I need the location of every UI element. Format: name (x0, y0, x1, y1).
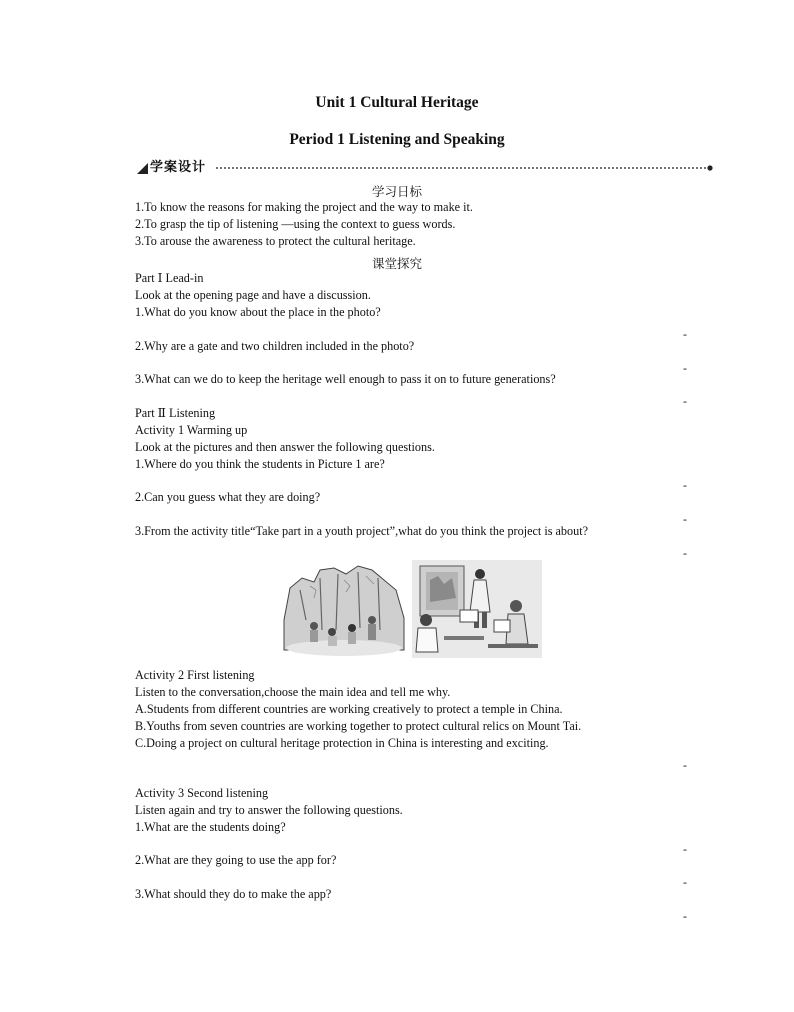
activity3-title: Activity 3 Second listening (135, 786, 269, 800)
objectives-heading: 学习日标 (371, 184, 422, 199)
part1-question: 3.What can we do to keep the heritage well enough to pass it on to future generations? (135, 372, 556, 386)
activity2-title: Activity 2 First listening (135, 668, 255, 682)
activity1-question: 3.From the activity title“Take part in a youth project”,what do you think the project is about? (135, 524, 589, 538)
activity3-instruction: Listen again and try to answer the following questions. (135, 803, 403, 817)
answer-mark: - (683, 758, 687, 772)
answer-mark: - (683, 478, 687, 492)
answer-mark: - (683, 842, 687, 856)
banner-dotted-rule (216, 160, 716, 176)
activity2-instruction: Listen to the conversation,choose the main idea and tell me why. (135, 685, 451, 699)
picture-1-stone-relics (280, 560, 408, 658)
banner-label: 学案设计 (150, 160, 207, 175)
objective-item: 3.To arouse the awareness to protect the cultural heritage. (135, 234, 416, 248)
answer-mark: - (683, 327, 687, 341)
section-banner (136, 160, 716, 176)
activity-illustration (280, 560, 542, 658)
activity2-option: A.Students from different countries are working creatively to protect a temple in China. (135, 702, 563, 716)
objective-item: 2.To grasp the tip of listening —using the context to guess words. (135, 217, 456, 231)
activity1-instruction: Look at the pictures and then answer the following questions. (135, 440, 435, 454)
activity3-question: 3.What should they do to make the app? (135, 887, 332, 901)
activity2-option: C.Doing a project on cultural heritage protection in China is interesting and exciting. (135, 736, 549, 750)
part2-title: Part Ⅱ Listening (135, 406, 216, 420)
answer-mark: - (683, 361, 687, 375)
picture-2-classroom (412, 560, 542, 658)
answer-mark: - (683, 909, 687, 923)
activity2-option: B.Youths from seven countries are working together to protect cultural relics on Mount Tai. (135, 719, 582, 733)
answer-mark: - (683, 512, 687, 526)
activity3-question: 2.What are they going to use the app for? (135, 853, 337, 867)
banner-triangle-icon (136, 160, 150, 176)
unit-title: Unit 1 Cultural Heritage (315, 94, 479, 111)
objective-item: 1.To know the reasons for making the project and the way to make it. (135, 200, 473, 214)
activity3-question: 1.What are the students doing? (135, 820, 286, 834)
part1-question: 2.Why are a gate and two children included in the photo? (135, 339, 415, 353)
activity1-question: 1.Where do you think the students in Picture 1 are? (135, 457, 385, 471)
activity1-question: 2.Can you guess what they are doing? (135, 490, 321, 504)
part1-question: 1.What do you know about the place in the photo? (135, 305, 381, 319)
answer-mark: - (683, 875, 687, 889)
answer-mark: - (683, 546, 687, 560)
answer-mark: - (683, 394, 687, 408)
period-title: Period 1 Listening and Speaking (289, 131, 505, 148)
exploration-heading: 课堂探究 (371, 256, 422, 271)
activity1-title: Activity 1 Warming up (135, 423, 248, 437)
part1-title: Part Ⅰ Lead-in (135, 271, 204, 285)
part1-instruction: Look at the opening page and have a discussion. (135, 288, 371, 302)
